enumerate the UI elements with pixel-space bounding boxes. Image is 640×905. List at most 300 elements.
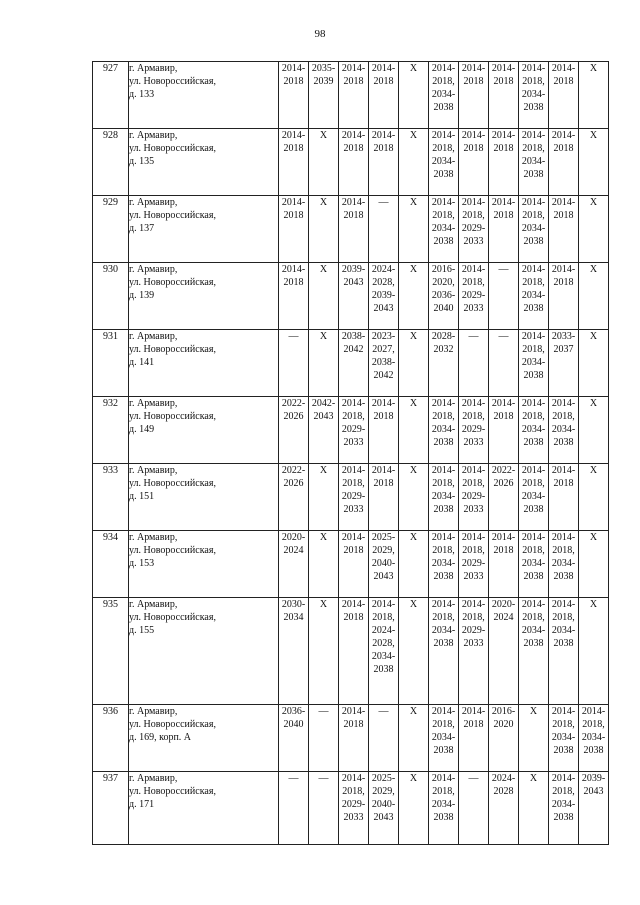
schedule-cell bbox=[519, 196, 549, 263]
schedule-value: 2037 bbox=[553, 344, 574, 355]
schedule-value: X bbox=[319, 465, 328, 476]
schedule-cell bbox=[519, 705, 549, 772]
schedule-cell bbox=[579, 705, 609, 772]
schedule-cell bbox=[489, 772, 519, 845]
schedule-cell bbox=[579, 62, 609, 129]
schedule-cell bbox=[339, 464, 369, 531]
row-number: 929 bbox=[93, 196, 129, 263]
schedule-cell bbox=[309, 531, 339, 598]
schedule-value: 2024- bbox=[371, 264, 396, 275]
schedule-value: 2014- bbox=[461, 130, 486, 141]
schedule-cell bbox=[459, 196, 489, 263]
schedule-value: 2038- bbox=[371, 357, 396, 368]
schedule-value: X bbox=[589, 130, 598, 141]
schedule-value: X bbox=[589, 63, 598, 74]
schedule-value: 2014- bbox=[461, 532, 486, 543]
schedule-cell bbox=[579, 129, 609, 196]
schedule-cell bbox=[459, 263, 489, 330]
schedule-value: 2014- bbox=[521, 398, 546, 409]
schedule-cell bbox=[339, 263, 369, 330]
schedule-value: 2014- bbox=[281, 130, 306, 141]
schedule-value: 2034- bbox=[521, 491, 546, 502]
schedule-value: 2033 bbox=[463, 504, 484, 515]
schedule-value: 2018 bbox=[343, 143, 364, 154]
schedule-cell bbox=[459, 772, 489, 845]
schedule-cell bbox=[279, 531, 309, 598]
schedule-cell bbox=[519, 598, 549, 705]
address-cell bbox=[129, 196, 279, 263]
schedule-value: 2018 bbox=[343, 210, 364, 221]
schedule-value: 2018 bbox=[493, 210, 514, 221]
address-line: д. 139 bbox=[129, 290, 155, 301]
schedule-value: 2018, bbox=[432, 76, 455, 87]
schedule-value: X bbox=[589, 331, 598, 342]
page-number: 98 bbox=[314, 28, 326, 40]
schedule-value: X bbox=[589, 197, 598, 208]
schedule-value: 2043 bbox=[373, 303, 394, 314]
schedule-value: 2014- bbox=[371, 130, 396, 141]
schedule-value: 2018 bbox=[553, 277, 574, 288]
schedule-value: X bbox=[529, 706, 538, 717]
schedule-cell bbox=[399, 196, 429, 263]
schedule-value: 2014- bbox=[521, 599, 546, 610]
schedule-value: 2014- bbox=[521, 264, 546, 275]
schedule-value: 2014- bbox=[581, 706, 606, 717]
schedule-value: 2034- bbox=[431, 625, 456, 636]
schedule-value: 2014- bbox=[551, 197, 576, 208]
schedule-cell bbox=[279, 263, 309, 330]
schedule-value: 2020 bbox=[493, 719, 514, 730]
schedule-cell bbox=[339, 196, 369, 263]
schedule-value: 2034- bbox=[551, 732, 576, 743]
schedule-value: 2018 bbox=[283, 76, 304, 87]
schedule-value: 2038 bbox=[553, 437, 574, 448]
schedule-value: 2018, bbox=[462, 210, 485, 221]
schedule-value: 2034- bbox=[431, 89, 456, 100]
schedule-value: 2034- bbox=[581, 732, 606, 743]
schedule-cell bbox=[429, 263, 459, 330]
address-cell bbox=[129, 397, 279, 464]
schedule-cell bbox=[549, 531, 579, 598]
address-line: г. Армавир, bbox=[129, 398, 178, 409]
schedule-cell bbox=[279, 196, 309, 263]
schedule-value: 2029, bbox=[372, 786, 395, 797]
schedule-value: 2014- bbox=[431, 599, 456, 610]
schedule-value: 2018, bbox=[522, 76, 545, 87]
schedule-value: 2028, bbox=[372, 638, 395, 649]
schedule-cell bbox=[519, 531, 549, 598]
schedule-cell bbox=[429, 397, 459, 464]
address-cell bbox=[129, 62, 279, 129]
schedule-cell bbox=[519, 263, 549, 330]
schedule-value: 2014- bbox=[431, 197, 456, 208]
schedule-cell bbox=[459, 531, 489, 598]
schedule-value: 2029- bbox=[461, 625, 486, 636]
schedule-cell bbox=[549, 263, 579, 330]
schedule-cell bbox=[579, 263, 609, 330]
schedule-value: 2022- bbox=[491, 465, 516, 476]
address-cell bbox=[129, 531, 279, 598]
schedule-cell bbox=[459, 62, 489, 129]
schedule-value: 2016- bbox=[491, 706, 516, 717]
schedule-cell bbox=[369, 263, 399, 330]
schedule-cell bbox=[309, 397, 339, 464]
schedule-value: 2014- bbox=[371, 63, 396, 74]
address-line: г. Армавир, bbox=[129, 331, 178, 342]
schedule-value: 2028- bbox=[431, 331, 456, 342]
schedule-value: 2033 bbox=[463, 236, 484, 247]
schedule-value: 2034- bbox=[431, 799, 456, 810]
schedule-value: 2014- bbox=[521, 465, 546, 476]
schedule-value: 2018, bbox=[522, 277, 545, 288]
row-number: 928 bbox=[93, 129, 129, 196]
schedule-cell bbox=[579, 196, 609, 263]
schedule-cell bbox=[429, 129, 459, 196]
schedule-value: X bbox=[589, 398, 598, 409]
address-line: д. 135 bbox=[129, 156, 155, 167]
schedule-value: 2018, bbox=[462, 478, 485, 489]
schedule-value: 2038 bbox=[523, 504, 544, 515]
table-row bbox=[93, 464, 609, 531]
schedule-value: 2036- bbox=[281, 706, 306, 717]
schedule-cell bbox=[339, 330, 369, 397]
schedule-value: 2034- bbox=[521, 625, 546, 636]
schedule-cell bbox=[489, 129, 519, 196]
schedule-value: 2018 bbox=[343, 719, 364, 730]
schedule-value: 2039- bbox=[341, 264, 366, 275]
schedule-value: 2038 bbox=[433, 236, 454, 247]
schedule-value: 2016- bbox=[431, 264, 456, 275]
schedule-value: 2018, bbox=[522, 478, 545, 489]
schedule-value: — bbox=[288, 331, 299, 342]
schedule-value: 2025- bbox=[371, 773, 396, 784]
schedule-value: 2018 bbox=[463, 143, 484, 154]
schedule-value: 2014- bbox=[461, 197, 486, 208]
schedule-value: 2020- bbox=[491, 599, 516, 610]
schedule-cell bbox=[459, 705, 489, 772]
schedule-cell bbox=[279, 330, 309, 397]
schedule-cell bbox=[369, 62, 399, 129]
schedule-value: 2014- bbox=[341, 465, 366, 476]
schedule-value: 2018, bbox=[552, 545, 575, 556]
address-line: г. Армавир, bbox=[129, 197, 178, 208]
schedule-cell bbox=[309, 129, 339, 196]
schedule-cell bbox=[279, 598, 309, 705]
schedule-value: X bbox=[589, 465, 598, 476]
schedule-value: X bbox=[319, 599, 328, 610]
schedule-value: 2038 bbox=[373, 664, 394, 675]
address-line: ул. Новороссийская, bbox=[129, 277, 216, 288]
schedule-value: 2018, bbox=[552, 786, 575, 797]
schedule-cell bbox=[579, 772, 609, 845]
schedule-value: 2014- bbox=[551, 63, 576, 74]
address-line: ул. Новороссийская, bbox=[129, 143, 216, 154]
schedule-value: 2018, bbox=[462, 545, 485, 556]
schedule-value: 2014- bbox=[431, 773, 456, 784]
schedule-value: X bbox=[589, 532, 598, 543]
schedule-value: 2022- bbox=[281, 465, 306, 476]
row-number: 932 bbox=[93, 397, 129, 464]
schedule-value: 2018, bbox=[522, 210, 545, 221]
schedule-value: X bbox=[319, 130, 328, 141]
schedule-cell bbox=[549, 772, 579, 845]
schedule-value: 2014- bbox=[341, 773, 366, 784]
schedule-cell bbox=[459, 129, 489, 196]
schedule-value: 2014- bbox=[341, 197, 366, 208]
schedule-value: 2034- bbox=[521, 223, 546, 234]
schedule-value: 2025- bbox=[371, 532, 396, 543]
schedule-value: 2038 bbox=[553, 745, 574, 756]
schedule-value: 2014- bbox=[491, 197, 516, 208]
schedule-value: X bbox=[589, 599, 598, 610]
schedule-cell bbox=[489, 330, 519, 397]
schedule-value: 2024 bbox=[493, 612, 514, 623]
schedule-value: 2034- bbox=[431, 491, 456, 502]
schedule-cell bbox=[489, 263, 519, 330]
schedule-value: 2043 bbox=[373, 571, 394, 582]
schedule-value: 2014- bbox=[521, 532, 546, 543]
schedule-value: 2018, bbox=[522, 411, 545, 422]
schedule-value: 2018, bbox=[462, 277, 485, 288]
schedule-value: 2018, bbox=[462, 612, 485, 623]
schedule-value: 2014- bbox=[371, 398, 396, 409]
schedule-value: 2014- bbox=[491, 398, 516, 409]
schedule-value: 2018 bbox=[463, 719, 484, 730]
schedule-value: 2034- bbox=[521, 156, 546, 167]
schedule-value: 2014- bbox=[461, 398, 486, 409]
schedule-value: 2014- bbox=[431, 532, 456, 543]
schedule-cell bbox=[309, 772, 339, 845]
repair-schedule-table bbox=[92, 61, 609, 845]
schedule-cell bbox=[489, 196, 519, 263]
schedule-cell bbox=[369, 598, 399, 705]
table-row bbox=[93, 397, 609, 464]
schedule-value: 2018, bbox=[522, 344, 545, 355]
schedule-value: 2014- bbox=[491, 532, 516, 543]
address-cell bbox=[129, 598, 279, 705]
schedule-value: 2014- bbox=[431, 130, 456, 141]
schedule-value: 2043 bbox=[343, 277, 364, 288]
schedule-value: 2026 bbox=[283, 411, 304, 422]
schedule-value: 2018, bbox=[372, 612, 395, 623]
schedule-value: 2014- bbox=[461, 264, 486, 275]
schedule-value: 2033 bbox=[463, 638, 484, 649]
schedule-value: 2038 bbox=[433, 169, 454, 180]
table-row bbox=[93, 330, 609, 397]
schedule-value: 2039 bbox=[313, 76, 334, 87]
address-line: ул. Новороссийская, bbox=[129, 210, 216, 221]
schedule-cell bbox=[339, 397, 369, 464]
address-cell bbox=[129, 705, 279, 772]
schedule-cell bbox=[309, 330, 339, 397]
schedule-value: 2038 bbox=[523, 571, 544, 582]
address-line: г. Армавир, bbox=[129, 465, 178, 476]
schedule-value: 2038 bbox=[523, 102, 544, 113]
schedule-cell bbox=[339, 62, 369, 129]
schedule-value: 2039- bbox=[581, 773, 606, 784]
schedule-value: 2024- bbox=[491, 773, 516, 784]
schedule-value: X bbox=[409, 599, 418, 610]
schedule-cell bbox=[459, 330, 489, 397]
schedule-value: 2018 bbox=[493, 76, 514, 87]
schedule-value: 2018 bbox=[373, 478, 394, 489]
schedule-cell bbox=[459, 464, 489, 531]
schedule-value: 2014- bbox=[491, 130, 516, 141]
address-line: ул. Новороссийская, bbox=[129, 786, 216, 797]
schedule-value: 2018 bbox=[283, 277, 304, 288]
schedule-value: 2014- bbox=[431, 398, 456, 409]
address-line: д. 141 bbox=[129, 357, 155, 368]
schedule-value: 2014- bbox=[431, 63, 456, 74]
schedule-value: 2018 bbox=[343, 612, 364, 623]
schedule-value: 2014- bbox=[551, 532, 576, 543]
schedule-value: 2026 bbox=[493, 478, 514, 489]
schedule-value: 2014- bbox=[521, 130, 546, 141]
address-line: г. Армавир, bbox=[129, 706, 178, 717]
schedule-cell bbox=[579, 397, 609, 464]
schedule-value: 2018 bbox=[373, 411, 394, 422]
schedule-value: X bbox=[409, 398, 418, 409]
row-number: 930 bbox=[93, 263, 129, 330]
table-row bbox=[93, 531, 609, 598]
schedule-value: 2038 bbox=[523, 437, 544, 448]
schedule-cell bbox=[579, 598, 609, 705]
schedule-cell bbox=[579, 330, 609, 397]
row-number: 937 bbox=[93, 772, 129, 845]
schedule-cell bbox=[549, 464, 579, 531]
schedule-value: 2018, bbox=[552, 719, 575, 730]
schedule-value: 2034- bbox=[371, 651, 396, 662]
schedule-value: 2038 bbox=[523, 638, 544, 649]
schedule-value: X bbox=[409, 465, 418, 476]
schedule-value: 2028, bbox=[372, 277, 395, 288]
schedule-value: 2020, bbox=[432, 277, 455, 288]
schedule-cell bbox=[549, 330, 579, 397]
address-line: д. 133 bbox=[129, 89, 155, 100]
schedule-value: — bbox=[378, 197, 389, 208]
schedule-value: X bbox=[409, 532, 418, 543]
address-line: д. 171 bbox=[129, 799, 155, 810]
schedule-value: 2029, bbox=[372, 545, 395, 556]
schedule-value: 2034- bbox=[551, 558, 576, 569]
schedule-value: 2038- bbox=[341, 331, 366, 342]
schedule-value: 2029- bbox=[461, 558, 486, 569]
address-cell bbox=[129, 464, 279, 531]
schedule-value: 2033 bbox=[343, 437, 364, 448]
schedule-value: 2029- bbox=[461, 491, 486, 502]
schedule-value: 2032 bbox=[433, 344, 454, 355]
schedule-value: 2040 bbox=[283, 719, 304, 730]
schedule-value: 2042 bbox=[373, 370, 394, 381]
schedule-value: 2018 bbox=[553, 143, 574, 154]
schedule-cell bbox=[429, 772, 459, 845]
schedule-value: 2034- bbox=[551, 424, 576, 435]
address-line: ул. Новороссийская, bbox=[129, 344, 216, 355]
schedule-cell bbox=[459, 598, 489, 705]
schedule-value: 2018, bbox=[582, 719, 605, 730]
schedule-value: 2022- bbox=[281, 398, 306, 409]
schedule-value: 2042- bbox=[311, 398, 336, 409]
schedule-value: 2026 bbox=[283, 478, 304, 489]
row-number: 934 bbox=[93, 531, 129, 598]
schedule-cell bbox=[399, 263, 429, 330]
schedule-value: 2029- bbox=[341, 491, 366, 502]
schedule-value: 2038 bbox=[433, 745, 454, 756]
schedule-cell bbox=[519, 62, 549, 129]
address-cell bbox=[129, 129, 279, 196]
address-line: ул. Новороссийская, bbox=[129, 612, 216, 623]
schedule-cell bbox=[279, 464, 309, 531]
schedule-value: X bbox=[409, 264, 418, 275]
schedule-value: — bbox=[318, 773, 329, 784]
schedule-value: 2018, bbox=[432, 411, 455, 422]
schedule-cell bbox=[489, 62, 519, 129]
schedule-cell bbox=[549, 397, 579, 464]
schedule-value: X bbox=[409, 706, 418, 717]
schedule-cell bbox=[399, 464, 429, 531]
schedule-value: 2039- bbox=[371, 290, 396, 301]
schedule-value: 2018, bbox=[432, 719, 455, 730]
schedule-value: — bbox=[498, 264, 509, 275]
schedule-value: X bbox=[319, 331, 328, 342]
address-line: ул. Новороссийская, bbox=[129, 719, 216, 730]
schedule-cell bbox=[279, 705, 309, 772]
schedule-value: 2040 bbox=[433, 303, 454, 314]
schedule-value: 2018 bbox=[283, 143, 304, 154]
schedule-cell bbox=[339, 705, 369, 772]
schedule-value: X bbox=[319, 264, 328, 275]
schedule-value: 2014- bbox=[371, 465, 396, 476]
schedule-cell bbox=[489, 705, 519, 772]
schedule-value: 2034- bbox=[521, 558, 546, 569]
schedule-value: 2014- bbox=[551, 599, 576, 610]
schedule-cell bbox=[489, 464, 519, 531]
address-line: д. 149 bbox=[129, 424, 155, 435]
schedule-value: 2018 bbox=[553, 478, 574, 489]
row-number: 933 bbox=[93, 464, 129, 531]
schedule-value: 2018, bbox=[432, 210, 455, 221]
schedule-cell bbox=[369, 397, 399, 464]
schedule-cell bbox=[399, 62, 429, 129]
schedule-value: 2034- bbox=[551, 799, 576, 810]
schedule-value: 2043 bbox=[313, 411, 334, 422]
schedule-cell bbox=[399, 598, 429, 705]
schedule-value: 2043 bbox=[373, 812, 394, 823]
schedule-value: 2014- bbox=[521, 63, 546, 74]
schedule-value: 2034- bbox=[521, 357, 546, 368]
schedule-value: 2038 bbox=[523, 236, 544, 247]
address-line: ул. Новороссийская, bbox=[129, 545, 216, 556]
schedule-value: 2018, bbox=[522, 545, 545, 556]
address-cell bbox=[129, 263, 279, 330]
schedule-value: 2040- bbox=[371, 558, 396, 569]
address-line: д. 153 bbox=[129, 558, 155, 569]
schedule-value: 2038 bbox=[433, 102, 454, 113]
table-row bbox=[93, 129, 609, 196]
schedule-value: 2014- bbox=[551, 398, 576, 409]
schedule-cell bbox=[429, 598, 459, 705]
table-row bbox=[93, 772, 609, 845]
schedule-value: 2018, bbox=[432, 612, 455, 623]
schedule-value: 2014- bbox=[281, 63, 306, 74]
schedule-cell bbox=[519, 397, 549, 464]
schedule-value: 2014- bbox=[341, 532, 366, 543]
address-line: ул. Новороссийская, bbox=[129, 76, 216, 87]
schedule-value: 2018 bbox=[493, 411, 514, 422]
schedule-value: 2029- bbox=[461, 424, 486, 435]
schedule-value: — bbox=[468, 331, 479, 342]
schedule-value: 2030- bbox=[281, 599, 306, 610]
